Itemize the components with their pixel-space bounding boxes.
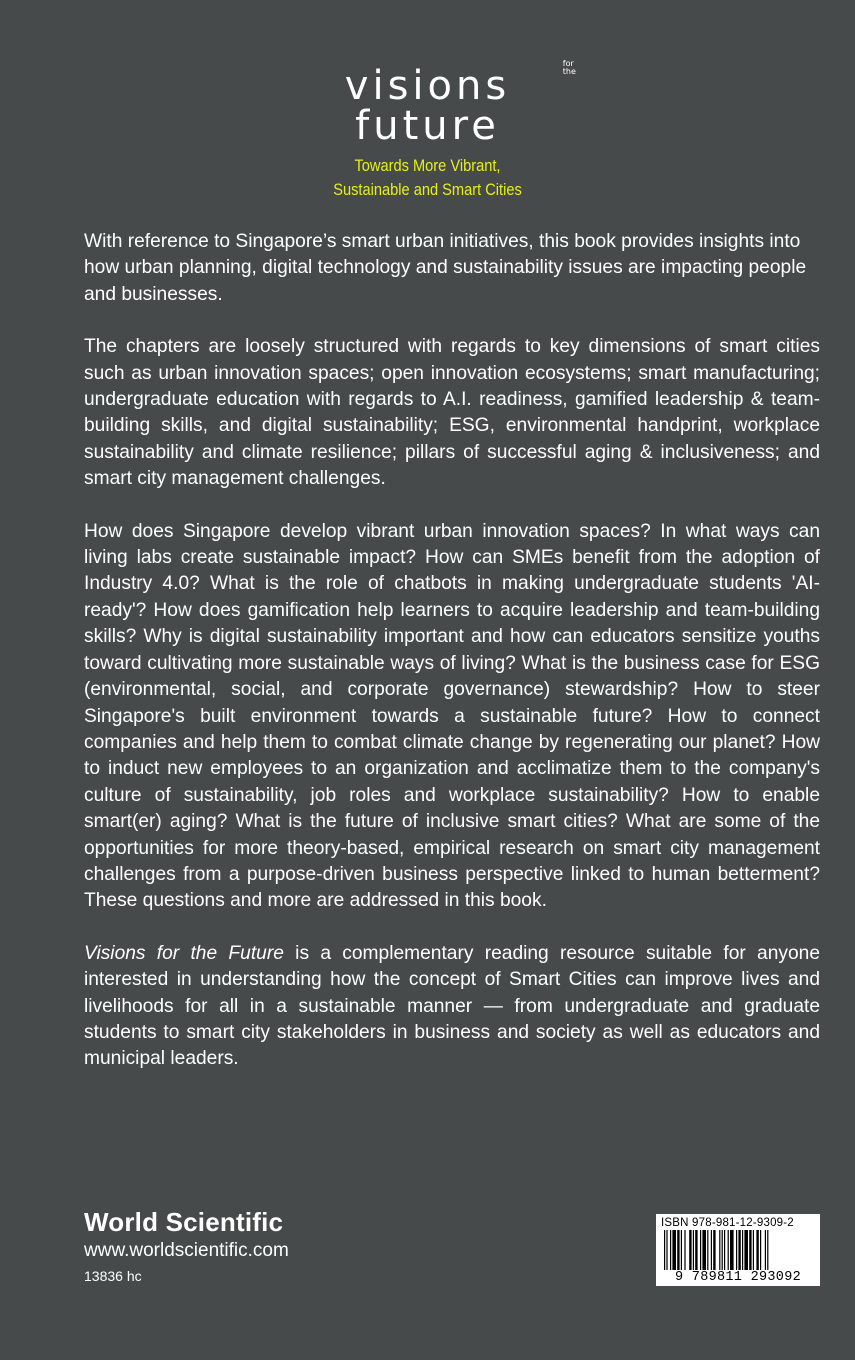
barcode-bar — [744, 1230, 748, 1270]
barcode-bar — [730, 1230, 734, 1270]
barcode-bar — [724, 1230, 725, 1270]
paragraph-audience — [84, 941, 820, 1073]
paragraph-chapters: The chapters are loosely structured with regards to key dimensions of smart cities such as urban innovation spaces; open innovation ecosystems; smart manufacturing; undergraduate education with regards to A.I. readiness, gamified leadership & team-building skills, and digital sustainability; ESG, environmental handprint, workplace sustainability and climate resilience; pillars of successful aging & inclusiveness; and smart city management challenges. — [84, 336, 820, 490]
publisher-code: 13836 hc — [84, 1268, 142, 1284]
barcode-bars-icon — [660, 1230, 816, 1270]
barcode-bar — [700, 1230, 701, 1270]
isbn-barcode — [656, 1214, 820, 1286]
barcode-bar — [749, 1230, 751, 1270]
barcode-bar — [702, 1230, 706, 1270]
barcode-bar — [677, 1230, 679, 1270]
subtitle-line-1: Towards More Vibrant, — [354, 156, 501, 175]
barcode-digits: 9 789811 293092 — [674, 1270, 802, 1285]
subtitle-line-2: Sustainable and Smart Cities — [333, 180, 522, 199]
barcode-bar — [713, 1230, 715, 1270]
barcode-bar — [736, 1230, 737, 1270]
barcode-bar — [707, 1230, 708, 1270]
barcode-bar — [753, 1230, 754, 1270]
barcode-bar — [767, 1230, 768, 1270]
paragraph-questions: How does Singapore develop vibrant urban innovation spaces? In what ways can living labs create sustainable impact? How can SMEs benefit from the adoption of Industry 4.0? What is the role of chatbots in making undergraduate students 'AI-ready'? How does gamification help learners to acquire leadership and team-building skills? Why is digital sustainability important and how can educators sensitize youths toward cultivating more sustainable ways of living? What is the business case for ESG (environmental, social, and corporate governance) stewardship? How to steer Singapore's built environment towards a sustainable future? How to connect companies and help them to combat climate change by regenerating our planet? How to induct new employees to an organization and acclimatize them to the company's culture of sustainability, job roles and workplace sustainability? How to enable smart(er) aging? What is the future of inclusive smart cities? What are some of the opportunities for more theory-based, empirical research on smart city management challenges from a purpose-driven business perspective linked to human betterment? These questions and more are addressed in this book. — [84, 520, 820, 912]
barcode-bar — [719, 1230, 720, 1270]
barcode-bar — [728, 1230, 729, 1270]
barcode-bar — [689, 1230, 691, 1270]
barcode-bar — [684, 1230, 685, 1270]
title-line-visions — [344, 59, 576, 109]
barcode-bar — [672, 1230, 676, 1270]
publisher-url: www.worldscientific.com — [84, 1240, 289, 1261]
book-title-italic: Visions for the Future — [84, 942, 284, 964]
barcode-bar — [664, 1230, 665, 1270]
title-block — [0, 59, 855, 202]
barcode-bar — [681, 1230, 682, 1270]
barcode-bar — [711, 1230, 712, 1270]
barcode-bar — [693, 1230, 694, 1270]
barcode-bar — [756, 1230, 758, 1270]
publisher-block — [84, 1206, 289, 1287]
barcode-bar — [695, 1230, 697, 1270]
title-word-visions: visions — [344, 63, 511, 109]
publisher-name: World Scientific — [84, 1207, 284, 1237]
barcode-bar — [722, 1230, 723, 1270]
description — [84, 229, 820, 1099]
title-line-future — [355, 103, 500, 149]
barcode-bar — [760, 1230, 761, 1270]
title-word-the: the — [562, 67, 576, 76]
paragraph-audience-text: is a complementary reading resource suitable for anyone interested in understanding how the concept of Smart Cities can improve lives and livelihoods for all in a sustainable manner — from undergraduate and graduate students to smart city stakeholders in business and society as well as educators and municipal leaders. — [84, 942, 820, 1070]
title-word-for: for — [562, 59, 574, 68]
barcode-bar — [670, 1230, 671, 1270]
barcode-bar — [742, 1230, 743, 1270]
barcode-bar — [765, 1230, 766, 1270]
barcode-bar — [666, 1230, 667, 1270]
subtitle — [60, 154, 795, 202]
paragraph-intro: With reference to Singapore’s smart urban initiatives, this book provides insights into how urban planning, digital technology and sustainability issues are impacting people and businesses. — [84, 231, 807, 305]
title-small-words — [563, 60, 591, 76]
isbn-label: ISBN 978-981-12-9309-2 — [661, 1217, 794, 1229]
title-word-future: future — [355, 103, 500, 149]
barcode-bar — [738, 1230, 740, 1270]
